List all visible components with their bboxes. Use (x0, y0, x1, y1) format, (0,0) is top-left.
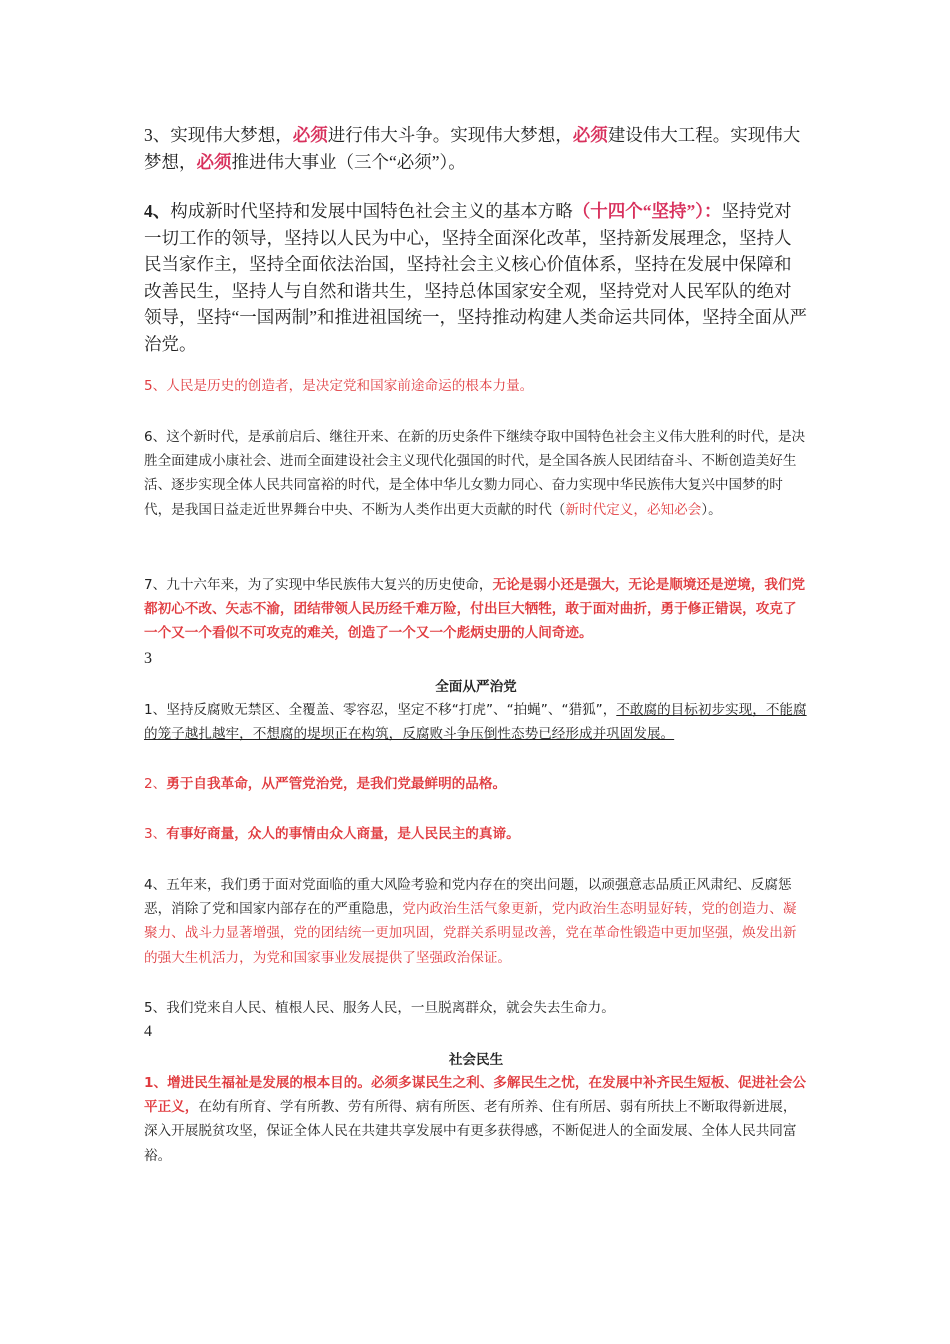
paragraph-s2-item5: 5、我们党来自人民、植根人民、服务人民，一旦脱离群众，就会失去生命力。 (144, 1000, 615, 1016)
paragraph-s2-item1: 1、坚持反腐败无禁区、全覆盖、零容忍，坚定不移“打虎”、“拍蝇”、“猎狐”，不敢腐的目标初步实现，不能腐的笼子越扎越牢，不想腐的堤坝正在构筑，反腐败斗争压倒性态势已经形成并巩固发展。 (144, 702, 807, 743)
paragraph-s1-item5: 5、人民是历史的创造者，是决定党和国家前途命运的根本力量。 (144, 378, 534, 394)
page-number: 3 (144, 650, 152, 667)
paragraph-s2-item4: 4、五年来，我们勇于面对党面临的重大风险考验和党内存在的突出问题，以顽强意志品质正风肃纪、反腐惩恶，消除了党和国家内部存在的严重隐患，党内政治生活气象更新，党内政治生态明显好转，党的创造力、凝聚力、战斗力显著增强，党的团结统一更加巩固，党群关系明显改善，党在革命性锻造中更加坚强，焕发出新的强大生机活力，为党和国家事业发展提供了坚强政治保证。 (144, 877, 797, 966)
section-heading-party: 全面从严治党 (435, 679, 517, 695)
paragraph-s1-item6: 6、这个新时代，是承前启后、继往开来、在新的历史条件下继续夺取中国特色社会主义伟大胜利的时代，是决胜全面建成小康社会、进而全面建设社会主义现代化强国的时代，是全国各族人民团结奋斗、不断创造美好生活、逐步实现全体人民共同富裕的时代，是全体中华儿女勠力同心、奋力实现中华民族伟大复兴中国梦的时代，是我国日益走近世界舞台中央、不断为人类作出更大贡献的时代（新时代定义，必知必会）。 (144, 429, 806, 518)
paragraph-s1-item7: 7、九十六年来，为了实现中华民族伟大复兴的历史使命，无论是弱小还是强大，无论是顺境还是逆境，我们党都初心不改、矢志不渝，团结带领人民历经千难万险，付出巨大牺牲，敢于面对曲折，勇于修正错误，攻克了一个又一个看似不可攻克的难关，创造了一个又一个彪炳史册的人间奇迹。 (144, 577, 806, 642)
paragraph-s1-item3: 3、实现伟大梦想，必须进行伟大斗争。实现伟大梦想，必须建设伟大工程。实现伟大梦想，必须推进伟大事业（三个“必须”）。 (144, 125, 801, 172)
paragraph-s2-item2: 2、勇于自我革命，从严管党治党，是我们党最鲜明的品格。 (144, 776, 507, 792)
paragraph-s3-item1: 1、增进民生福祉是发展的根本目的。必须多谋民生之利、多解民生之忧，在发展中补齐民生短板、促进社会公平正义，在幼有所育、学有所教、劳有所得、病有所医、老有所养、住有所居、弱有所扶上不断取得新进展，深入开展脱贫攻坚，保证全体人民在共建共享发展中有更多获得感，不断促进人的全面发展、全体人民共同富裕。 (144, 1075, 806, 1164)
paragraph-s1-item4: 4、构成新时代坚持和发展中国特色社会主义的基本方略（十四个“坚持”）：坚持党对一切工作的领导，坚持以人民为中心，坚持全面深化改革，坚持新发展理念，坚持人民当家作主，坚持全面依法治国，坚持社会主义核心价值体系，坚持在发展中保障和改善民生，坚持人与自然和谐共生，坚持总体国家安全观，坚持党对人民军队的绝对领导，坚持“一国两制”和推进祖国统一，坚持推动构建人类命运共同体，坚持全面从严治党。 (144, 201, 808, 354)
paragraph-s2-item3: 3、有事好商量，众人的事情由众人商量，是人民民主的真谛。 (144, 826, 520, 842)
page-number: 4 (144, 1023, 152, 1040)
section-heading-livelihood: 社会民生 (448, 1052, 504, 1068)
